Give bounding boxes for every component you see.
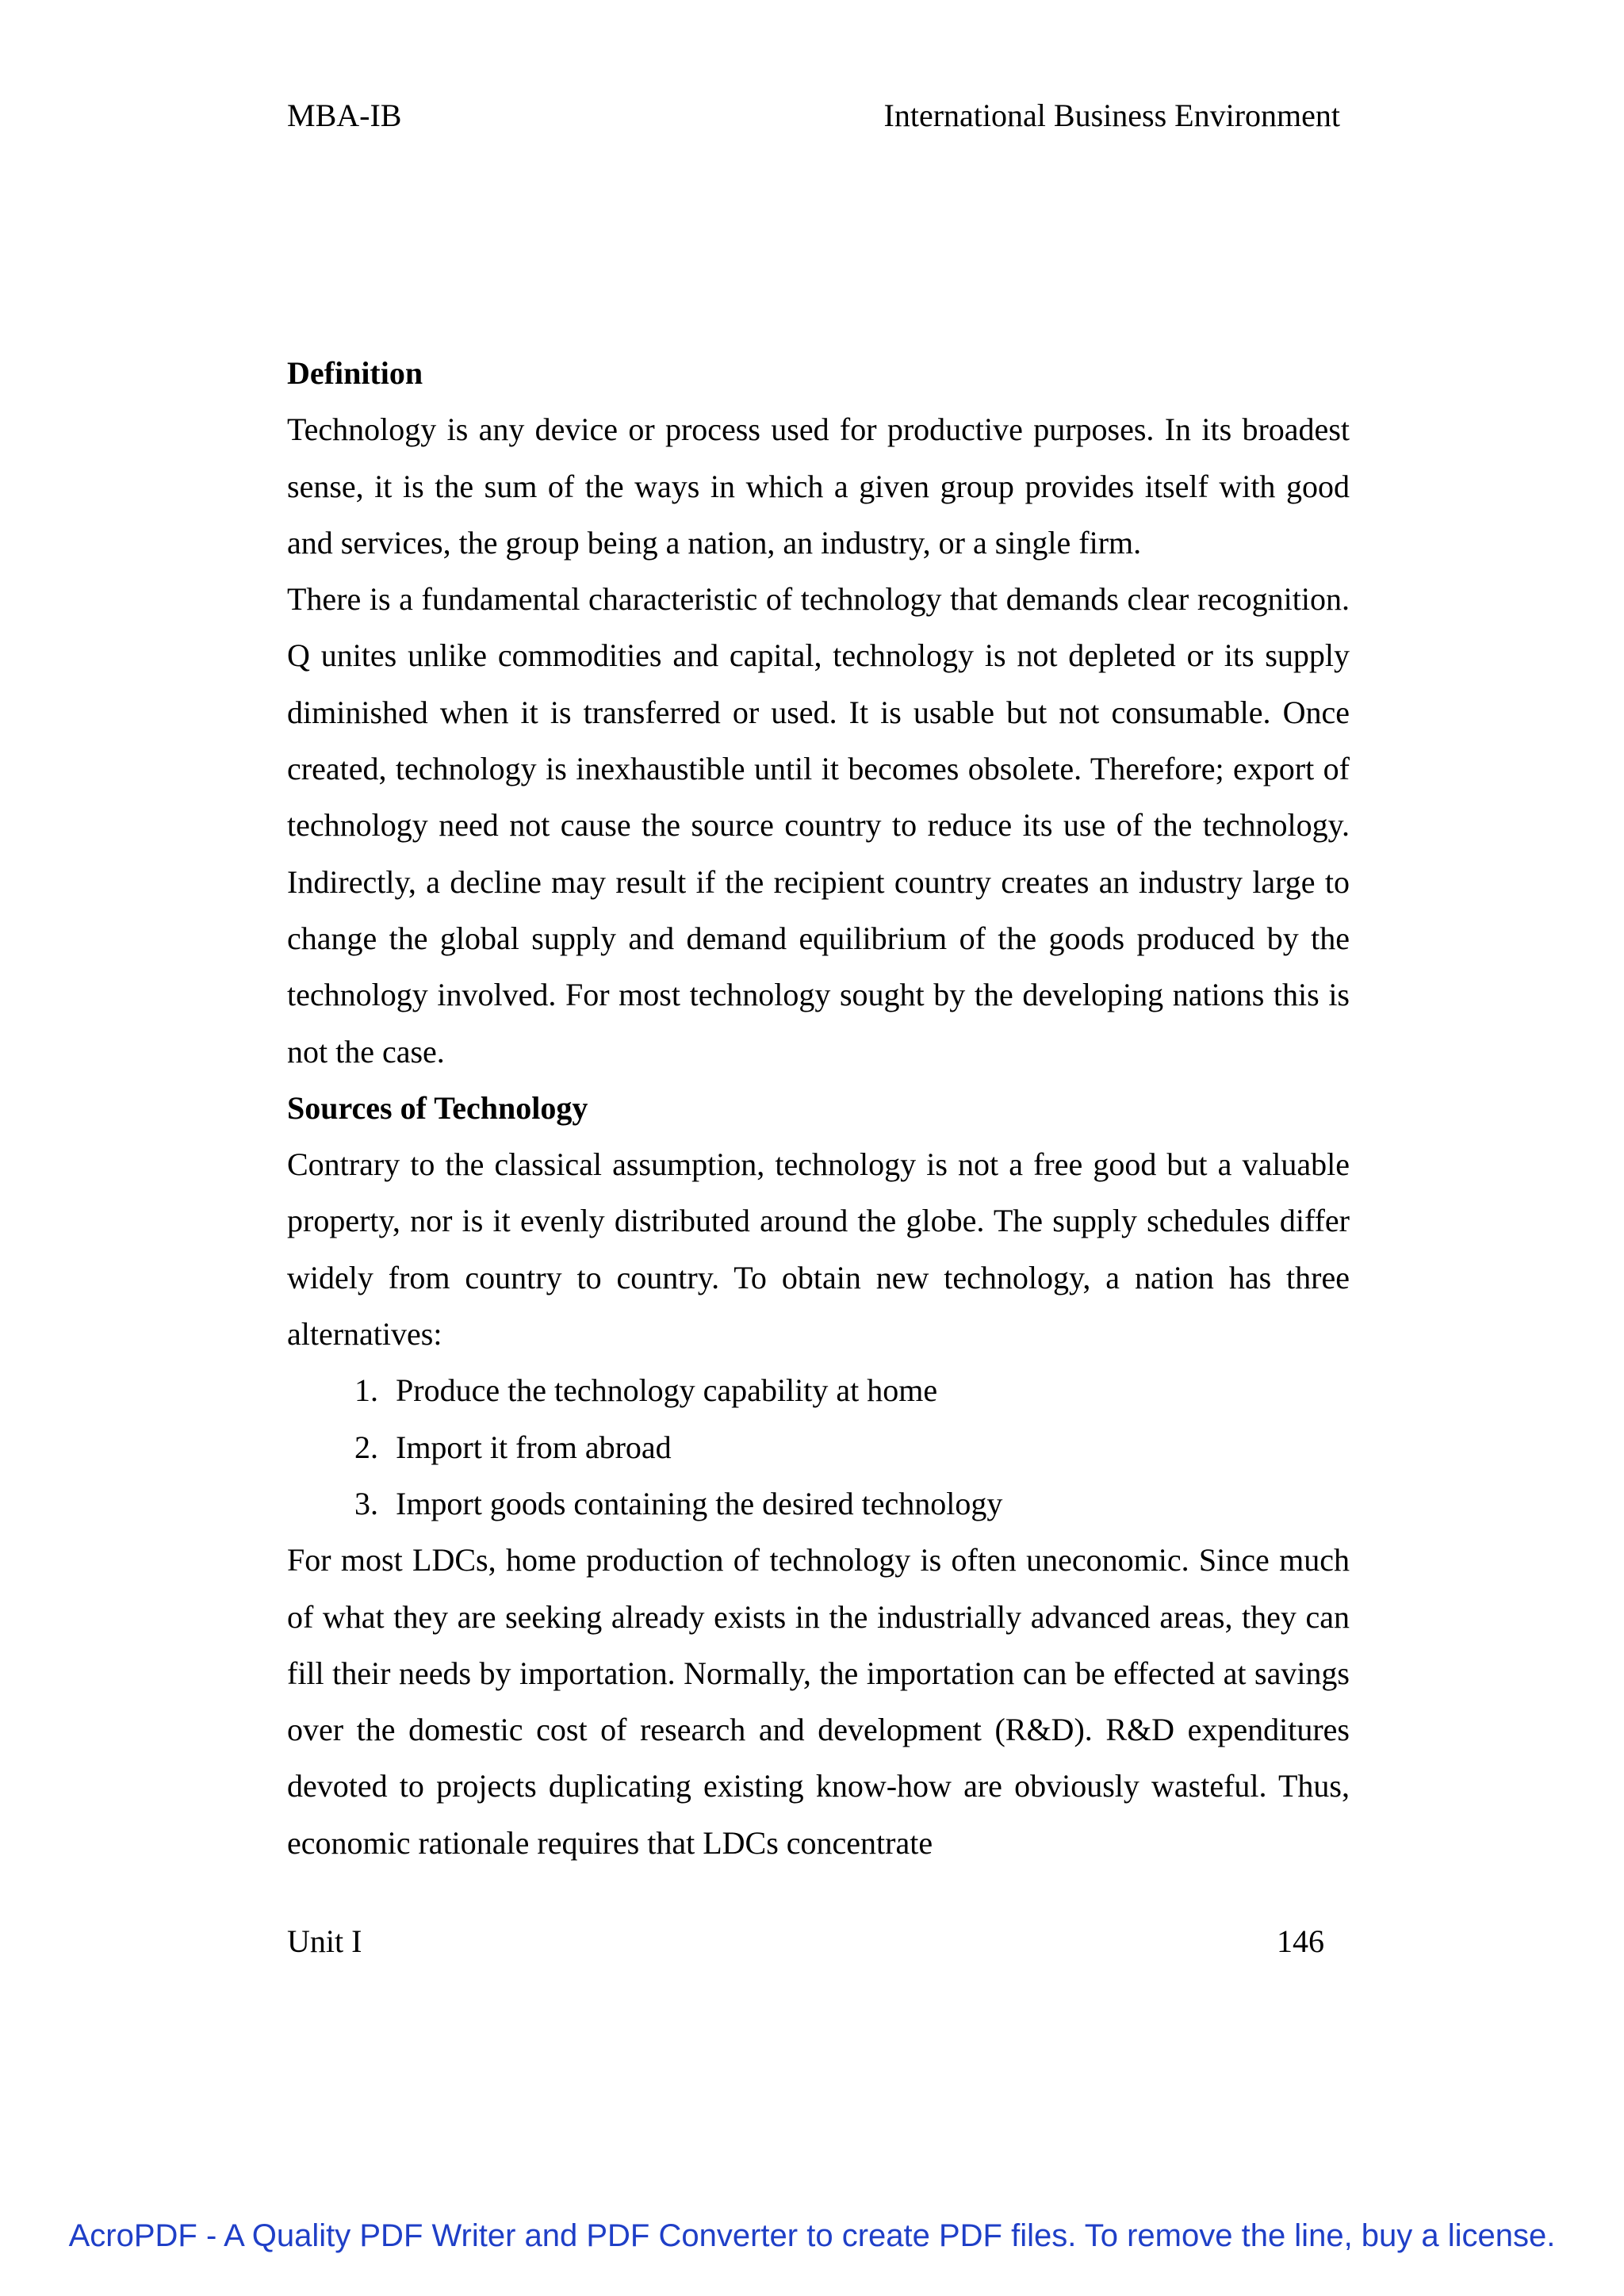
list-item: 1. Produce the technology capability at home bbox=[386, 1362, 1350, 1418]
page-header bbox=[287, 97, 1340, 135]
page-body bbox=[287, 345, 1350, 1871]
sources-heading: Sources of Technology bbox=[287, 1089, 588, 1126]
definition-paragraph-2: There is a fundamental characteristic of technology that demands clear recognition. Q unites unlike commodities and capital, technology is not depleted or its supply diminished when it is transferred or used. It is usable but not consumable. Once created, technology is inexhaustible until it becomes obsolete. Therefore; export of technology need not cause the source country to reduce its use of the technology. Indirectly, a decline may result if the recipient country creates an industry large to change the global supply and demand equilibrium of the goods produced by the technology involved. For most technology sought by the developing nations this is not the case. bbox=[287, 581, 1350, 1070]
header-subject-title: International Business Environment bbox=[883, 98, 1340, 133]
acropdf-banner: AcroPDF - A Quality PDF Writer and PDF Converter to create PDF files. To remove the line, buy a license. bbox=[68, 2218, 1556, 2253]
page-footer bbox=[287, 1923, 1324, 1961]
header-course-label: MBA-IB bbox=[287, 98, 402, 133]
sources-paragraph-2: For most LDCs, home production of technology is often uneconomic. Since much of what they are seeking already exists in the industrially advanced areas, they can fill their needs by importation. Normally, the importation can be effected at savings over the domestic cost of research and development (R&D). R&D expenditures devoted to projects duplicating existing know-how are obviously wasteful. Thus, economic rationale requires that LDCs concentrate bbox=[287, 1542, 1350, 1861]
definition-paragraph-1: Technology is any device or process used for productive purposes. In its broadest sense, it is the sum of the ways in which a given group provides itself with good and services, the group being a nation, an industry, or a single firm. bbox=[287, 411, 1350, 561]
definition-heading: Definition bbox=[287, 355, 423, 391]
list-item: 3. Import goods containing the desired technology bbox=[386, 1475, 1350, 1532]
alternatives-list bbox=[287, 1362, 1350, 1532]
footer-unit-label: Unit I bbox=[287, 1923, 362, 1959]
page-number: 146 bbox=[1277, 1923, 1324, 1959]
sources-paragraph-1: Contrary to the classical assumption, technology is not a free good but a valuable property, nor is it evenly distributed around the globe. The supply schedules differ widely from country to country. To obtain new technology, a nation has three alternatives: bbox=[287, 1146, 1350, 1353]
list-item: 2. Import it from abroad bbox=[386, 1419, 1350, 1475]
